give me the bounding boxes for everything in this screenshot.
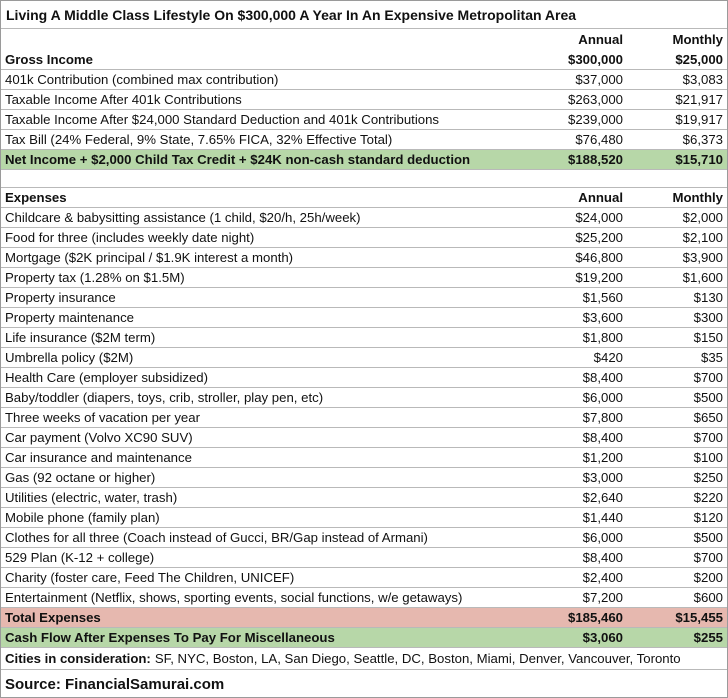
row-monthly: $220 [693,490,723,505]
row-label: Entertainment (Netflix, shows, sporting events, social functions, w/e getaways) [5,590,463,605]
net-income-label: Net Income + $2,000 Child Tax Credit + $24K non-cash standard deduction [5,152,471,167]
gross-income-label: Gross Income [5,52,93,67]
income-rows [1,70,727,150]
row-monthly: $3,900 [682,250,723,265]
row-monthly: $100 [693,450,723,465]
row-label: Gas (92 octane or higher) [5,470,156,485]
row-label: Health Care (employer subsidized) [5,370,209,385]
net-income-monthly: $15,710 [675,152,723,167]
expense-row [1,508,727,528]
cash-flow-monthly: $255 [693,630,723,645]
expense-row [1,388,727,408]
row-label: Childcare & babysitting assistance (1 child, $20/h, 25h/week) [5,210,361,225]
row-monthly: $200 [693,570,723,585]
net-income-annual: $188,520 [567,152,623,167]
expenses-monthly-header: Monthly [672,190,723,205]
income-row [1,110,727,130]
annual-column-header: Annual [578,32,623,47]
row-label: Car payment (Volvo XC90 SUV) [5,430,193,445]
row-monthly: $150 [693,330,723,345]
row-label: Property insurance [5,290,116,305]
sheet-title: Living A Middle Class Lifestyle On $300,000 A Year In An Expensive Metropolitan Area [6,6,577,23]
expense-row [1,328,727,348]
row-annual: $37,000 [575,72,623,87]
total-expenses-label: Total Expenses [5,610,101,625]
row-label: Life insurance ($2M term) [5,330,156,345]
row-monthly: $21,917 [675,92,723,107]
gross-income-annual: $300,000 [567,52,623,67]
gross-income-row [1,50,727,70]
row-monthly: $2,000 [682,210,723,225]
row-annual: $24,000 [575,210,623,225]
expenses-header-label: Expenses [5,190,67,205]
row-annual: $8,400 [582,550,623,565]
row-label: 401k Contribution (combined max contribution) [5,72,279,87]
row-monthly: $130 [693,290,723,305]
row-monthly: $2,100 [682,230,723,245]
income-column-header-row [1,29,727,50]
row-annual: $263,000 [567,92,623,107]
row-monthly: $6,373 [682,132,723,147]
row-monthly: $650 [693,410,723,425]
expense-rows [1,208,727,608]
source-line: Source: FinancialSamurai.com [5,675,225,693]
monthly-column-header: Monthly [672,32,723,47]
title-row [1,1,727,29]
row-monthly: $19,917 [675,112,723,127]
row-label: Utilities (electric, water, trash) [5,490,178,505]
row-monthly: $700 [693,550,723,565]
gross-income-monthly: $25,000 [675,52,723,67]
expense-row [1,428,727,448]
expense-row [1,268,727,288]
expense-row [1,468,727,488]
expense-row [1,548,727,568]
expense-row [1,228,727,248]
row-annual: $8,400 [582,430,623,445]
row-monthly: $300 [693,310,723,325]
expense-row [1,248,727,268]
expense-row [1,368,727,388]
row-monthly: $35 [700,350,723,365]
row-annual: $6,000 [582,530,623,545]
row-label: Property tax (1.28% on $1.5M) [5,270,185,285]
row-label: Food for three (includes weekly date night) [5,230,255,245]
expense-row [1,308,727,328]
row-label: Property maintenance [5,310,135,325]
row-label: Charity (foster care, Feed The Children, UNICEF) [5,570,295,585]
row-label: Baby/toddler (diapers, toys, crib, stroller, play pen, etc) [5,390,324,405]
row-annual: $3,600 [582,310,623,325]
row-monthly: $700 [693,370,723,385]
row-monthly: $700 [693,430,723,445]
total-expenses-monthly: $15,455 [675,610,723,625]
row-label: Clothes for all three (Coach instead of Gucci, BR/Gap instead of Armani) [5,530,428,545]
cash-flow-row [1,628,727,648]
row-label: Umbrella policy ($2M) [5,350,134,365]
expense-row [1,288,727,308]
row-label: Taxable Income After 401k Contributions [5,92,242,107]
row-label: Tax Bill (24% Federal, 9% State, 7.65% FICA, 32% Effective Total) [5,132,393,147]
expense-row [1,528,727,548]
row-annual: $76,480 [575,132,623,147]
row-monthly: $120 [693,510,723,525]
row-annual: $420 [593,350,623,365]
expense-row [1,208,727,228]
row-annual: $25,200 [575,230,623,245]
cities-label: Cities in consideration: [5,651,151,666]
row-monthly: $1,600 [682,270,723,285]
expenses-header-row [1,188,727,208]
row-annual: $2,640 [582,490,623,505]
expense-row [1,588,727,608]
row-annual: $7,800 [582,410,623,425]
cities-row [1,648,727,670]
cities-value: SF, NYC, Boston, LA, San Diego, Seattle, DC, Boston, Miami, Denver, Vancouver, Toronto [154,651,681,666]
row-label: Taxable Income After $24,000 Standard Deduction and 401k Contributions [5,112,440,127]
expense-row [1,408,727,428]
income-row [1,90,727,110]
row-annual: $1,440 [582,510,623,525]
row-monthly: $500 [693,530,723,545]
expense-row [1,488,727,508]
row-label: 529 Plan (K-12 + college) [5,550,155,565]
net-income-row [1,150,727,170]
row-monthly: $600 [693,590,723,605]
row-label: Mortgage ($2K principal / $1.9K interest a month) [5,250,294,265]
row-annual: $1,560 [582,290,623,305]
row-annual: $46,800 [575,250,623,265]
row-label: Mobile phone (family plan) [5,510,160,525]
income-row [1,130,727,150]
row-annual: $3,000 [582,470,623,485]
expense-row [1,568,727,588]
expenses-annual-header: Annual [578,190,623,205]
cash-flow-label: Cash Flow After Expenses To Pay For Miscellaneous [5,630,335,645]
row-annual: $6,000 [582,390,623,405]
total-expenses-row [1,608,727,628]
cash-flow-annual: $3,060 [582,630,623,645]
row-monthly: $250 [693,470,723,485]
row-annual: $7,200 [582,590,623,605]
row-annual: $8,400 [582,370,623,385]
row-annual: $2,400 [582,570,623,585]
expense-row [1,448,727,468]
row-annual: $1,200 [582,450,623,465]
row-label: Three weeks of vacation per year [5,410,200,425]
row-monthly: $3,083 [682,72,723,87]
row-monthly: $500 [693,390,723,405]
total-expenses-annual: $185,460 [567,610,623,625]
row-label: Car insurance and maintenance [5,450,192,465]
row-annual: $19,200 [575,270,623,285]
spacer-row [1,170,727,188]
expense-row [1,348,727,368]
income-row [1,70,727,90]
row-annual: $239,000 [567,112,623,127]
row-annual: $1,800 [582,330,623,345]
